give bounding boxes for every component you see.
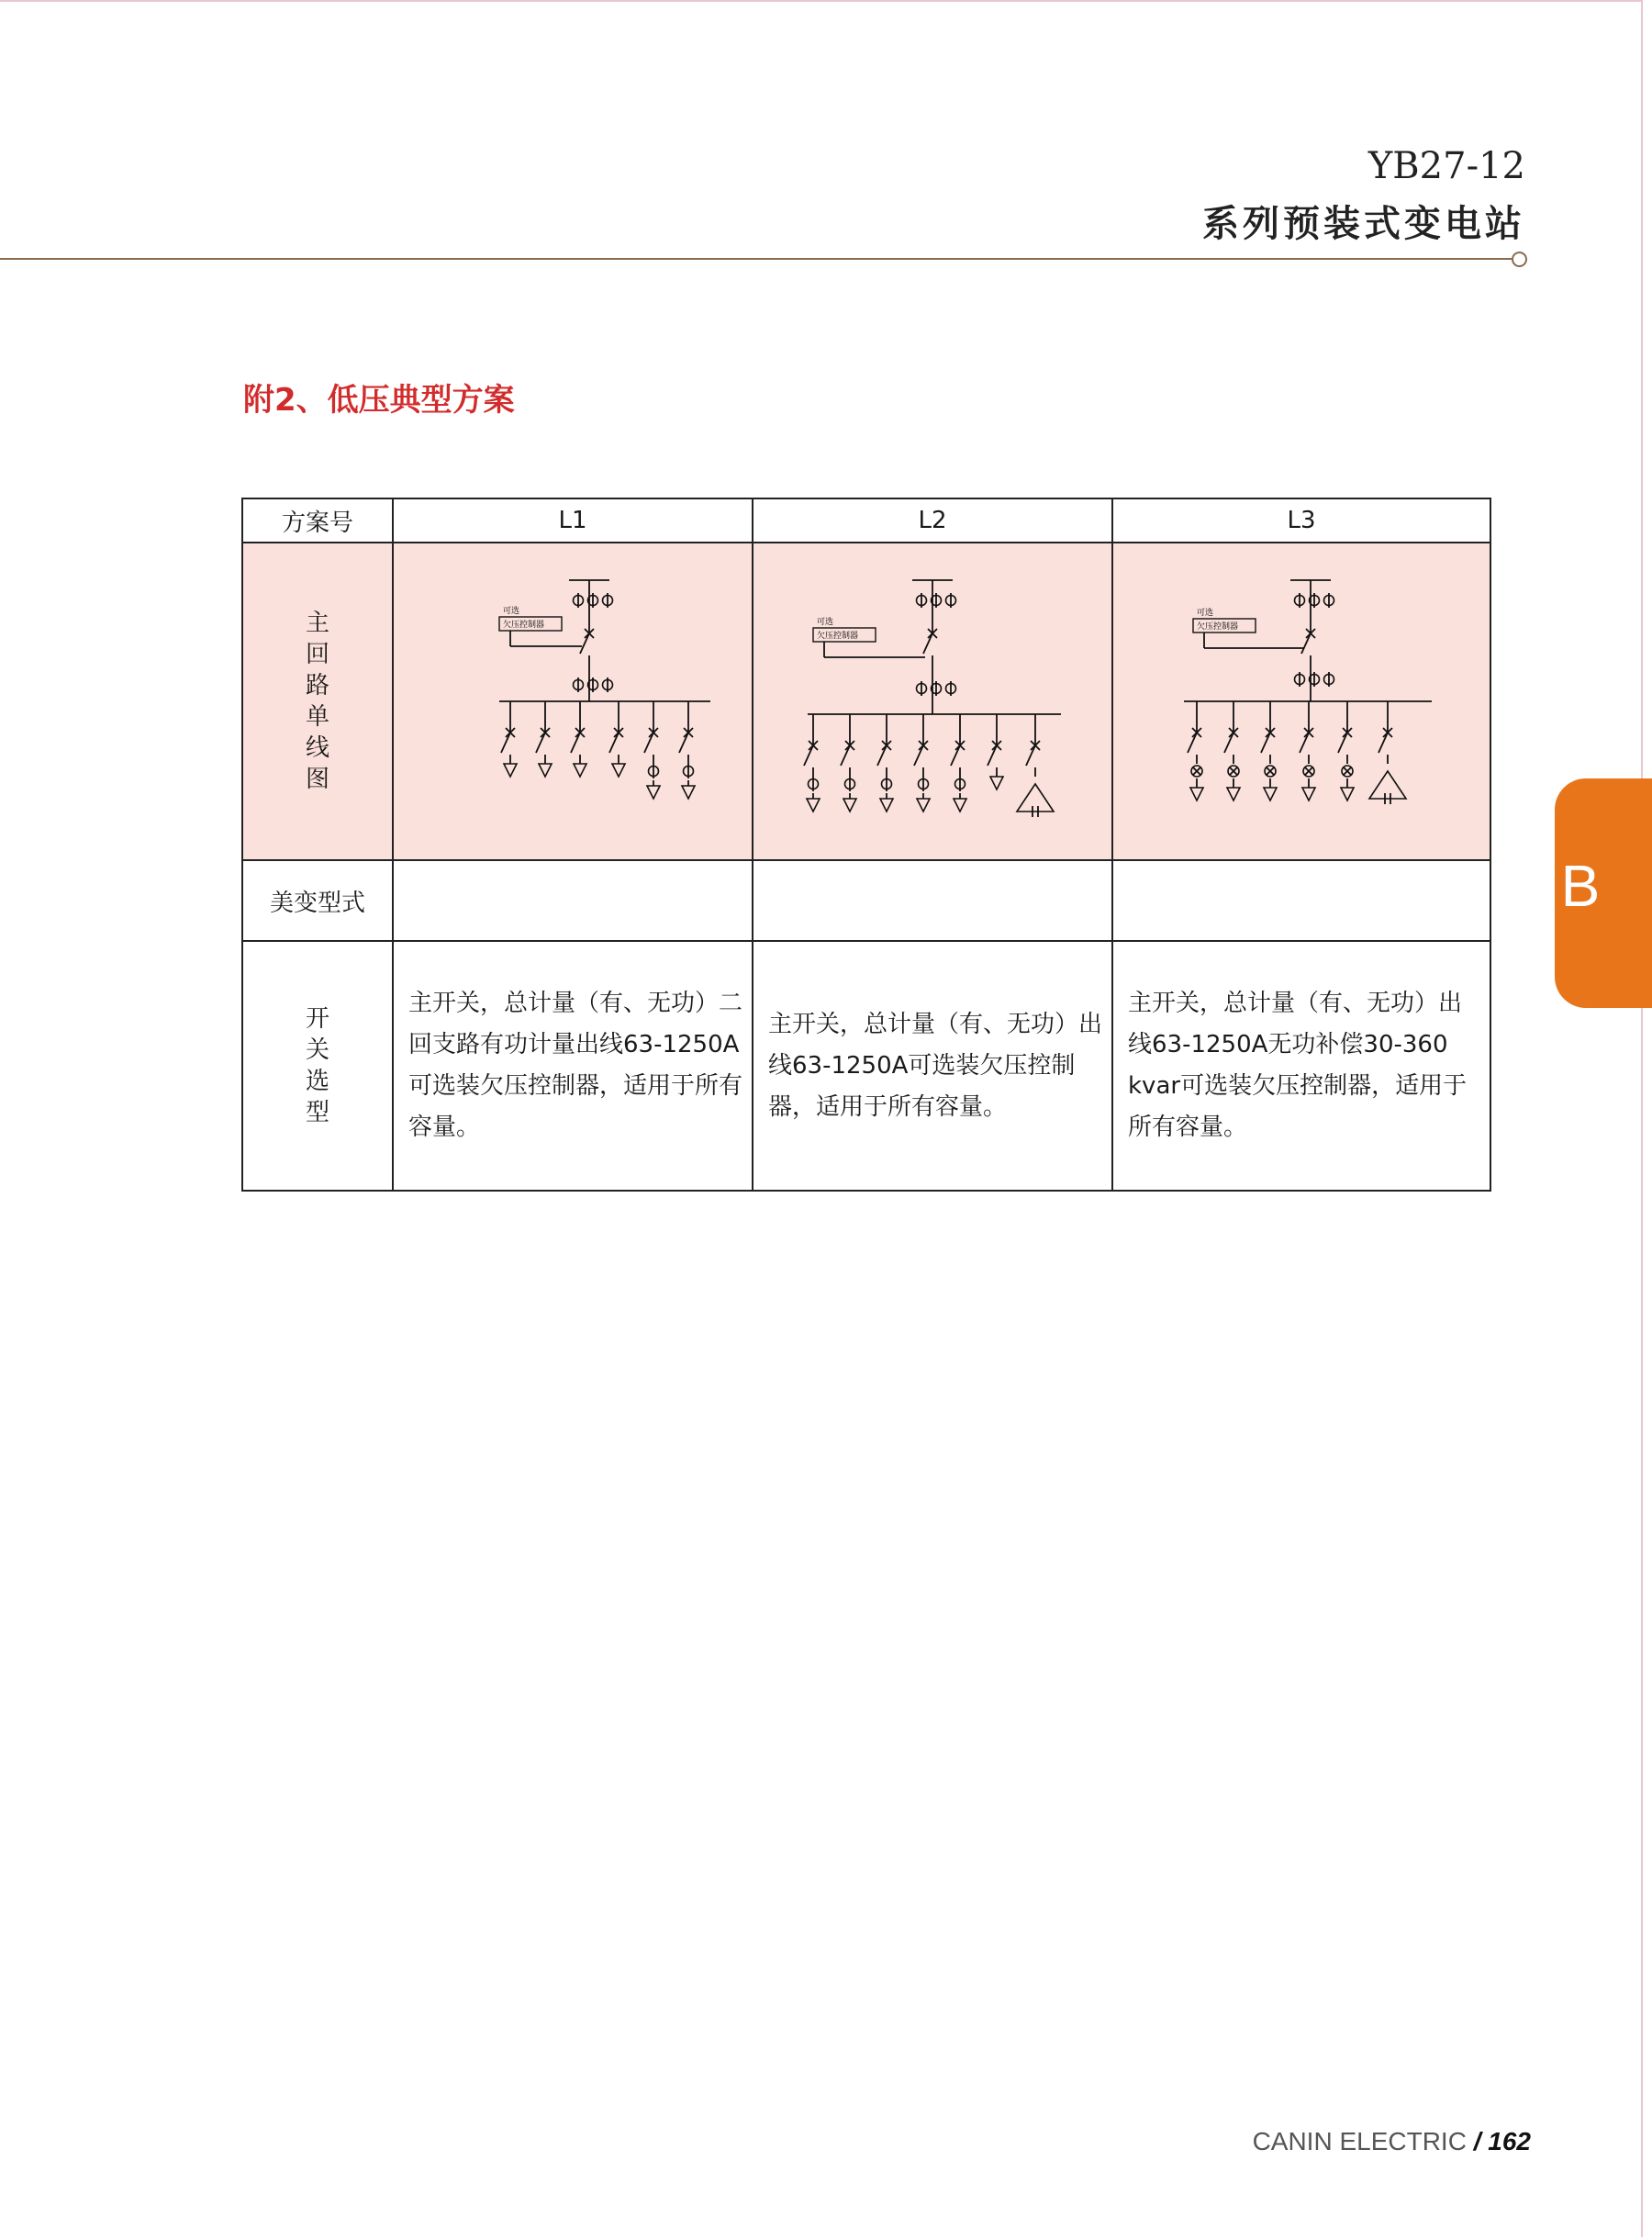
- breaker-blade-icon: [841, 745, 850, 766]
- type-row-label: 美变型式: [242, 860, 393, 941]
- outgoing-arrow-icon: [880, 799, 893, 812]
- breaker-blade-icon: [571, 733, 580, 753]
- type-cell-l1: [393, 860, 753, 941]
- undervoltage-controller-label: 欠压控制器: [817, 632, 859, 641]
- outgoing-arrow-icon: [682, 786, 695, 799]
- switch-row: [242, 941, 1490, 1191]
- switch-row-label: 开关选型: [305, 1005, 329, 1126]
- breaker-blade-icon: [644, 733, 653, 753]
- outgoing-arrow-icon: [1227, 788, 1240, 800]
- outgoing-arrow-icon: [807, 799, 820, 812]
- outgoing-arrow-icon: [647, 786, 660, 799]
- outgoing-arrow-icon: [1341, 788, 1354, 800]
- footer: [1253, 2127, 1531, 2156]
- breaker-blade-icon: [580, 633, 589, 654]
- breaker-blade-icon: [804, 745, 813, 766]
- type-cell-l3: [1112, 860, 1490, 941]
- chapter-tab-label: B: [1560, 853, 1601, 919]
- breaker-blade-icon: [914, 745, 923, 766]
- chapter-tab[interactable]: [1555, 778, 1652, 1008]
- outgoing-arrow-icon: [1302, 788, 1315, 800]
- type-cell-l2: [753, 860, 1112, 941]
- breaker-blade-icon: [609, 733, 619, 753]
- header-rule: [0, 258, 1512, 260]
- optional-label: 可选: [503, 607, 520, 616]
- l2-description: 主开关，总计量（有、无功）出线63-1250A可选装欠压控制器，适用于所有容量。: [768, 1010, 1103, 1121]
- breaker-blade-icon: [679, 733, 688, 753]
- breaker-blade-icon: [1338, 733, 1347, 753]
- breaker-blade-icon: [988, 745, 997, 766]
- breaker-blade-icon: [923, 633, 932, 654]
- scheme-no-label: 方案号: [242, 498, 393, 543]
- l3-single-line-diagram: [1164, 564, 1439, 839]
- l1-single-line-diagram: [435, 564, 710, 839]
- section-title: 附2、低压典型方案: [243, 382, 515, 419]
- outgoing-arrow-icon: [990, 777, 1003, 789]
- outgoing-arrow-icon: [574, 764, 586, 777]
- capacitor-bank-icon: [1017, 784, 1054, 812]
- outgoing-arrow-icon: [1264, 788, 1277, 800]
- scheme-l3-header: L3: [1112, 498, 1490, 543]
- breaker-blade-icon: [536, 733, 545, 753]
- outgoing-arrow-icon: [504, 764, 517, 777]
- header-rule-dot-icon: [1512, 252, 1527, 267]
- scheme-l1-header: L1: [393, 498, 753, 543]
- l3-description: 主开关，总计量（有、无功）出线63-1250A无功补偿30-360 kvar可选装欠压控制器，适用于所有容量。: [1128, 990, 1468, 1141]
- outgoing-arrow-icon: [917, 799, 930, 812]
- breaker-blade-icon: [1224, 733, 1233, 753]
- scheme-l2-header: L2: [753, 498, 1112, 543]
- outgoing-arrow-icon: [612, 764, 625, 777]
- header-model: YB27-12: [1367, 145, 1525, 187]
- footer-page-number: 162: [1488, 2127, 1531, 2155]
- optional-label: 可选: [1197, 609, 1214, 618]
- diagram-row-label: 主回路单线图: [305, 610, 329, 793]
- l1-description: 主开关，总计量（有、无功）二回支路有功计量出线63-1250A可选装欠压控制器，适用于所有容量。: [408, 990, 743, 1141]
- breaker-blade-icon: [1379, 733, 1388, 753]
- undervoltage-controller-label: 欠压控制器: [503, 621, 545, 630]
- breaker-blade-icon: [1026, 745, 1035, 766]
- breaker-blade-icon: [877, 745, 887, 766]
- breaker-blade-icon: [951, 745, 960, 766]
- undervoltage-controller-label: 欠压控制器: [1197, 622, 1239, 632]
- header-title: 系列预装式变电站: [1202, 203, 1525, 245]
- type-row: [242, 860, 1490, 941]
- capacitor-bank-icon: [1369, 771, 1406, 799]
- scheme-table: [241, 498, 1491, 1192]
- diagram-row: [242, 543, 1490, 860]
- footer-sep: /: [1473, 2127, 1481, 2155]
- outgoing-arrow-icon: [843, 799, 856, 812]
- outgoing-arrow-icon: [1190, 788, 1203, 800]
- optional-label: 可选: [817, 618, 834, 627]
- l2-single-line-diagram: [795, 564, 1070, 839]
- table-header-row: [242, 498, 1490, 543]
- breaker-blade-icon: [1188, 733, 1197, 753]
- breaker-blade-icon: [1261, 733, 1270, 753]
- outgoing-arrow-icon: [954, 799, 966, 812]
- breaker-blade-icon: [1301, 633, 1311, 654]
- breaker-blade-icon: [501, 733, 510, 753]
- footer-brand: CANIN ELECTRIC: [1252, 2127, 1467, 2155]
- breaker-blade-icon: [1300, 733, 1309, 753]
- outgoing-arrow-icon: [539, 764, 552, 777]
